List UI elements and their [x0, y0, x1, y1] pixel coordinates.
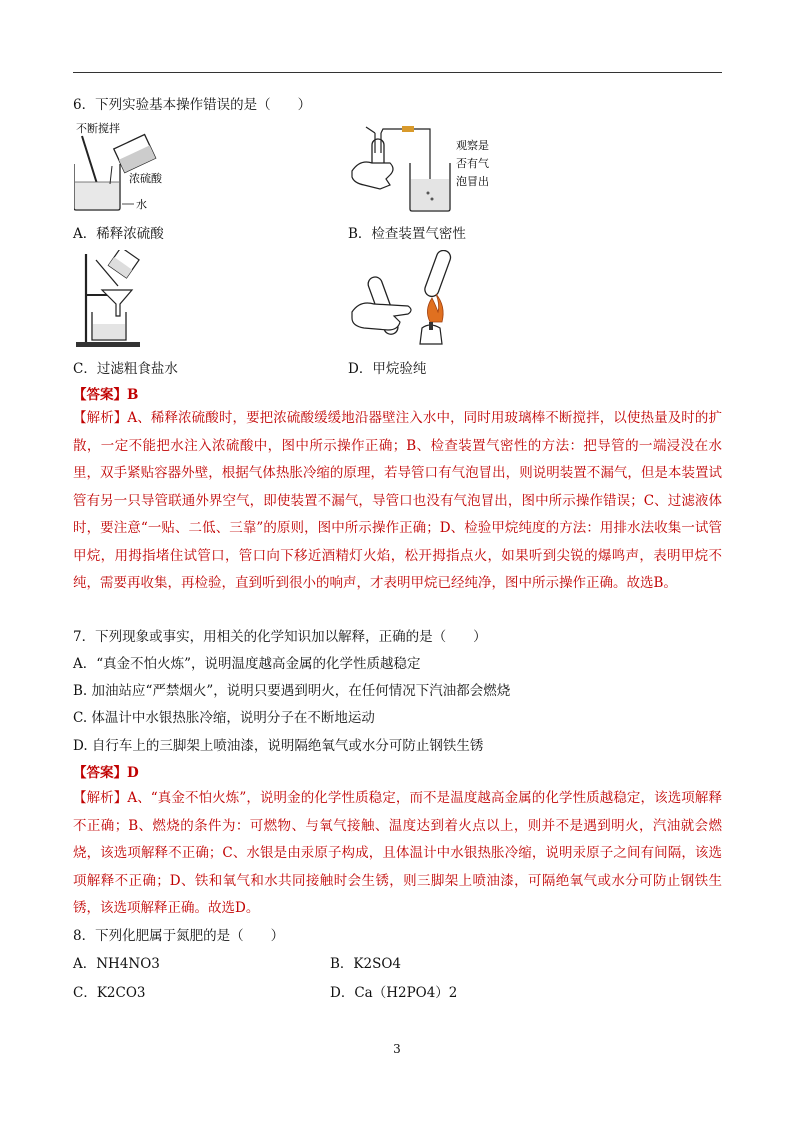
q7-analysis: 【解析】A、“真金不怕火炼”，说明金的化学性质稳定，而不是温度越高金属的化学性质越稳定，该选项解释不正确；B、燃烧的条件为：可燃物、与氧气接触、温度达到着火点以上，则并不是遇到明火，汽油就会燃烧，该选项解释不正确；C、水银是由汞原子构成，且体温计中水银热胀冷缩，说明汞原子之间有间隔，该选项解释不正确；D、铁和氧气和水共同接触时会生锈，则三脚架上喷油漆，可隔绝氧气或水分可防止钢铁生锈，该选项解释正确。故选D。	[73, 790, 722, 916]
figB-label-2: 否有气	[456, 157, 489, 170]
q7-option-d: D. 自行车上的三脚架上喷油漆，说明隔绝氧气或水分可防止钢铁生锈	[73, 738, 484, 754]
figure-b-airtight-check	[350, 123, 500, 215]
figA-label-water: 水	[136, 198, 147, 211]
figA-label-stir: 不断搅拌	[76, 122, 120, 135]
caption-b: B．检查装置气密性	[348, 226, 466, 242]
q7-option-c: C. 体温计中水银热胀冷缩，说明分子在不断地运动	[73, 710, 375, 726]
q7-stem: 7．下列现象或事实，用相关的化学知识加以解释，正确的是（ ）	[73, 629, 487, 645]
figure-a-dilute-acid	[74, 122, 184, 214]
figA-label-acid: 浓硫酸	[129, 172, 162, 185]
q8-option-b: B．K2SO4	[330, 956, 402, 972]
q8-stem: 8．下列化肥属于氮肥的是（ ）	[73, 928, 285, 944]
q7-option-b: B. 加油站应“严禁烟火”，说明只要遇到明火，在任何情况下汽油都会燃烧	[73, 683, 511, 699]
q8-option-c: C．K2CO3	[73, 985, 146, 1001]
figure-c-filtration	[74, 250, 144, 350]
q8-option-a: A．NH4NO3	[73, 956, 160, 972]
header-rule	[73, 72, 722, 73]
page-number: 3	[393, 1042, 401, 1056]
q7-answer: 【答案】D	[73, 765, 139, 781]
q8-option-d: D．Ca（H2PO4）2	[330, 985, 458, 1001]
caption-d: D．甲烷验纯	[348, 361, 427, 377]
figB-label-1: 观察是	[456, 139, 489, 152]
caption-c: C．过滤粗食盐水	[73, 361, 178, 377]
q7-option-a: A．“真金不怕火炼”，说明温度越高金属的化学性质越稳定	[73, 656, 421, 672]
figB-label-3: 泡冒出	[456, 175, 489, 188]
q6-analysis: 【解析】A、稀释浓硫酸时，要把浓硫酸缓缓地沿器壁注入水中，同时用玻璃棒不断搅拌，以使热量及时的扩散，一定不能把水注入浓硫酸中，图中所示操作正确；B、检查装置气密性的方法：把导管的一端浸没在水里，双手紧贴容器外壁，根据气体热胀冷缩的原理，若导管口有气泡冒出，则说明装置不漏气，但是本装置试管有另一只导管联通外界空气，即使装置不漏气，导管口也没有气泡冒出，图中所示操作错误；C、过滤液体时，要注意“一贴、二低、三靠”的原则，图中所示操作正确；D、检验甲烷纯度的方法：用排水法收集一试管甲烷，用拇指堵住试管口，管口向下移近酒精灯火焰，松开拇指点火，如果听到尖锐的爆鸣声，表明甲烷不纯，需要再收集，再检验，直到听到很小的响声，才表明甲烷已经纯净，图中所示操作正确。故选B。	[73, 410, 722, 591]
q6-stem: 6．下列实验基本操作错误的是（ ）	[73, 97, 312, 113]
caption-a: A．稀释浓硫酸	[73, 226, 164, 242]
figure-d-methane-test	[350, 250, 460, 350]
q6-answer: 【答案】B	[73, 387, 139, 403]
